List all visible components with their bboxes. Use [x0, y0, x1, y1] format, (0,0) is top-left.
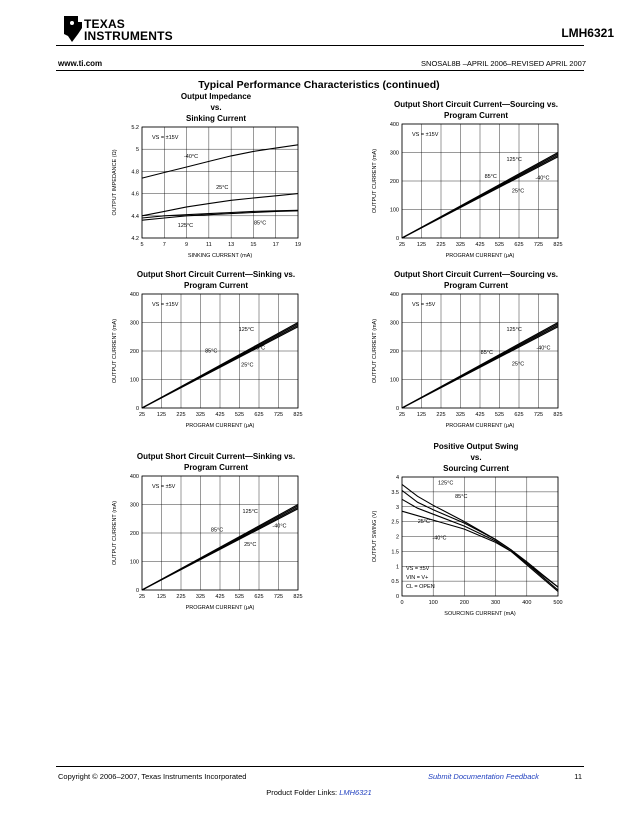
- chart-svg: [368, 98, 564, 262]
- temperature-label: -40°C: [432, 535, 447, 542]
- temperature-label: 25°C: [244, 541, 257, 548]
- part-number: LMH6321: [561, 26, 614, 40]
- temperature-label: 85°C: [253, 220, 267, 227]
- y-tick-label: 4.2: [131, 236, 139, 242]
- temperature-label: 25°C: [511, 188, 525, 195]
- y-tick-label: 4.4: [131, 213, 139, 220]
- x-tick-label: 225: [176, 412, 186, 418]
- x-tick-label: 725: [273, 412, 284, 418]
- x-tick-label: 125: [156, 412, 167, 418]
- y-tick-label: 4.6: [131, 191, 139, 198]
- series-line-0: [142, 145, 298, 178]
- chart-title: Program Current: [183, 281, 249, 290]
- temperature-label: 25°C: [511, 361, 525, 368]
- condition-label: VS = ±5V: [406, 566, 430, 572]
- chart-title: Output Short Circuit Current—Sinking vs.: [136, 452, 296, 461]
- website-link[interactable]: www.ti.com: [58, 59, 103, 68]
- x-tick-label: 300: [491, 600, 501, 606]
- y-tick-label: 2: [395, 534, 399, 541]
- x-tick-label: 525: [234, 412, 245, 418]
- y-tick-label: 5: [135, 147, 139, 154]
- x-tick-label: 25: [138, 412, 146, 418]
- temperature-label: 125°C: [506, 327, 522, 334]
- condition-label: VS = ±5V: [412, 302, 436, 308]
- y-tick-label: 300: [129, 502, 139, 509]
- company-name: TEXAS INSTRUMENTS: [84, 17, 173, 43]
- condition-label: VS = ±15V: [152, 135, 179, 141]
- chart-title: Output Short Circuit Current—Sinking vs.: [136, 270, 296, 279]
- y-axis-label: OUTPUT CURRENT (mA): [112, 500, 118, 566]
- temperature-label: -40°C: [536, 345, 551, 352]
- temperature-label: 25°C: [216, 185, 229, 192]
- chart-title: Output Short Circuit Current—Sourcing vs.: [393, 100, 559, 109]
- y-axis-label: OUTPUT CURRENT (mA): [372, 318, 378, 384]
- temperature-label: 125°C: [238, 327, 255, 334]
- x-tick-label: 125: [156, 594, 167, 600]
- x-tick-label: 125: [416, 412, 427, 418]
- y-tick-label: 0.5: [391, 579, 399, 586]
- x-tick-label: 0: [400, 600, 404, 606]
- x-tick-label: 13: [228, 242, 235, 248]
- x-tick-label: 825: [293, 594, 303, 600]
- chart-sourcing-15v: [368, 98, 564, 262]
- chart-title: Program Current: [443, 111, 509, 120]
- chart-svg: [108, 450, 304, 614]
- chart-title: vs.: [210, 103, 222, 112]
- x-tick-label: 100: [428, 600, 438, 606]
- temperature-label: -40°C: [250, 345, 266, 352]
- x-tick-label: 17: [272, 242, 279, 248]
- chart-sourcing-5v: [368, 268, 564, 432]
- condition-label: VS = ±15V: [152, 302, 179, 308]
- x-tick-label: 25: [138, 594, 146, 600]
- x-axis-label: PROGRAM CURRENT (μA): [445, 253, 515, 259]
- x-tick-label: 625: [514, 412, 524, 418]
- y-axis-label: OUTPUT SWING (V): [372, 510, 378, 563]
- x-tick-label: 125: [416, 242, 427, 248]
- temperature-label: -40°C: [183, 154, 199, 161]
- x-tick-label: 825: [553, 412, 563, 418]
- y-tick-label: 400: [129, 474, 139, 480]
- x-tick-label: 225: [436, 412, 446, 418]
- y-tick-label: 400: [389, 292, 399, 298]
- temperature-label: 85°C: [205, 348, 218, 355]
- x-tick-label: 7: [162, 242, 166, 248]
- chart-title: vs.: [470, 453, 482, 462]
- chart-sinking-15v: [108, 268, 304, 432]
- y-tick-label: 4: [395, 475, 399, 481]
- y-tick-label: 100: [129, 377, 139, 384]
- x-tick-label: 25: [398, 412, 406, 418]
- chart-title: Program Current: [443, 281, 509, 290]
- temperature-label: 85°C: [455, 493, 468, 500]
- y-tick-label: 4.8: [131, 169, 139, 176]
- feedback-link[interactable]: Submit Documentation Feedback: [428, 772, 539, 781]
- x-tick-label: 725: [533, 242, 544, 248]
- series-line-1: [142, 194, 298, 216]
- temperature-label: 125°C: [177, 222, 194, 229]
- condition-label: VIN = V+: [406, 575, 429, 581]
- x-tick-label: 500: [553, 600, 563, 606]
- folder-prefix: Product Folder Links:: [266, 788, 340, 797]
- temperature-label: 85°C: [484, 174, 497, 181]
- y-tick-label: 0: [395, 406, 399, 412]
- y-tick-label: 2.5: [391, 519, 399, 526]
- y-tick-label: 200: [389, 179, 399, 185]
- header-rule: [56, 45, 584, 46]
- temperature-label: 25°C: [241, 362, 254, 369]
- folder-link[interactable]: LMH6321: [339, 788, 372, 797]
- temperature-label: 125°C: [506, 157, 522, 164]
- x-axis-label: PROGRAM CURRENT (μA): [185, 423, 255, 429]
- y-tick-label: 0: [135, 406, 139, 412]
- doc-info: SNOSAL8B –APRIL 2006–REVISED APRIL 2007: [421, 59, 586, 68]
- plot-frame: [142, 127, 298, 238]
- y-tick-label: 1: [395, 564, 399, 571]
- x-tick-label: 625: [254, 594, 264, 600]
- x-tick-label: 25: [398, 242, 406, 248]
- x-axis-label: PROGRAM CURRENT (μA): [185, 605, 255, 611]
- page-number: 11: [574, 772, 582, 781]
- y-tick-label: 0: [395, 594, 399, 600]
- x-tick-label: 225: [176, 594, 186, 600]
- temperature-label: 85°C: [480, 349, 493, 356]
- x-tick-label: 425: [475, 412, 485, 418]
- y-tick-label: 200: [389, 349, 399, 355]
- x-tick-label: 225: [436, 242, 446, 248]
- y-tick-label: 300: [389, 150, 399, 157]
- x-axis-label: PROGRAM CURRENT (μA): [445, 423, 515, 429]
- y-tick-label: 300: [389, 320, 399, 327]
- temperature-label: 85°C: [210, 527, 224, 534]
- y-tick-label: 0: [135, 588, 139, 594]
- y-tick-label: 0: [395, 236, 399, 242]
- x-tick-label: 625: [254, 412, 264, 418]
- copyright: Copyright © 2006–2007, Texas Instruments Incorporated: [58, 772, 247, 781]
- chart-title: Positive Output Swing: [433, 442, 519, 451]
- x-tick-label: 11: [205, 242, 212, 248]
- temperature-label: 125°C: [438, 480, 454, 487]
- x-tick-label: 15: [250, 242, 257, 248]
- x-tick-label: 425: [215, 412, 225, 418]
- chart-svg: [368, 268, 564, 432]
- x-axis-label: SOURCING CURRENT (mA): [444, 611, 516, 617]
- x-tick-label: 525: [234, 594, 245, 600]
- chart-svg: [108, 268, 304, 432]
- x-tick-label: 5: [140, 242, 144, 248]
- y-axis-label: OUTPUT CURRENT (mA): [112, 318, 118, 384]
- y-tick-label: 200: [129, 349, 139, 355]
- y-tick-label: 1.5: [391, 549, 399, 556]
- chart-title: Output Impedance: [180, 92, 252, 101]
- x-tick-label: 400: [522, 600, 532, 606]
- footer-rule: [56, 766, 584, 767]
- temperature-label: 125°C: [242, 509, 258, 516]
- y-tick-label: 100: [389, 207, 399, 214]
- y-axis-label: OUTPUT CURRENT (mA): [372, 148, 378, 214]
- temperature-label: -40°C: [535, 175, 550, 182]
- temperature-label: -40°C: [272, 523, 287, 530]
- chart-title: Sinking Current: [185, 114, 247, 123]
- y-tick-label: 300: [129, 320, 139, 327]
- section-title: Typical Performance Characteristics (continued): [198, 79, 440, 91]
- x-tick-label: 725: [273, 594, 284, 600]
- x-tick-label: 325: [455, 412, 466, 418]
- subheader-rule: [56, 70, 584, 71]
- y-axis-label: OUTPUT IMPEDANCE (Ω): [112, 149, 118, 216]
- x-tick-label: 825: [553, 242, 563, 248]
- product-folder: [0, 788, 638, 797]
- x-tick-label: 825: [293, 412, 303, 418]
- condition-label: CL = OPEN: [406, 584, 435, 590]
- y-tick-label: 100: [389, 377, 399, 384]
- x-tick-label: 325: [455, 242, 466, 248]
- y-tick-label: 400: [389, 122, 399, 128]
- x-tick-label: 325: [195, 594, 206, 600]
- x-tick-label: 625: [514, 242, 524, 248]
- chart-positive-output-swing: [368, 440, 564, 620]
- chart-output-impedance: [108, 90, 304, 262]
- chart-title: Output Short Circuit Current—Sourcing vs.: [393, 270, 559, 279]
- x-tick-label: 525: [494, 412, 505, 418]
- x-tick-label: 200: [459, 600, 469, 606]
- x-tick-label: 425: [215, 594, 225, 600]
- y-tick-label: 200: [129, 531, 139, 537]
- x-tick-label: 525: [494, 242, 505, 248]
- chart-title: Program Current: [183, 463, 249, 472]
- x-tick-label: 9: [185, 242, 189, 248]
- chart-title: Sourcing Current: [443, 464, 509, 473]
- y-tick-label: 5.2: [131, 125, 139, 131]
- chart-svg: [108, 90, 304, 262]
- x-tick-label: 425: [475, 242, 485, 248]
- x-tick-label: 19: [294, 242, 302, 248]
- chart-svg: [368, 440, 564, 620]
- x-tick-label: 325: [195, 412, 206, 418]
- chart-sinking-5v: [108, 450, 304, 614]
- y-tick-label: 100: [129, 559, 139, 566]
- x-axis-label: SINKING CURRENT (mA): [187, 253, 253, 259]
- x-tick-label: 725: [533, 412, 544, 418]
- temperature-label: 25°C: [417, 519, 430, 526]
- condition-label: VS = ±15V: [412, 132, 439, 138]
- y-tick-label: 3.5: [391, 489, 399, 496]
- condition-label: VS = ±5V: [152, 484, 176, 490]
- y-tick-label: 400: [129, 292, 139, 298]
- y-tick-label: 3: [395, 504, 399, 511]
